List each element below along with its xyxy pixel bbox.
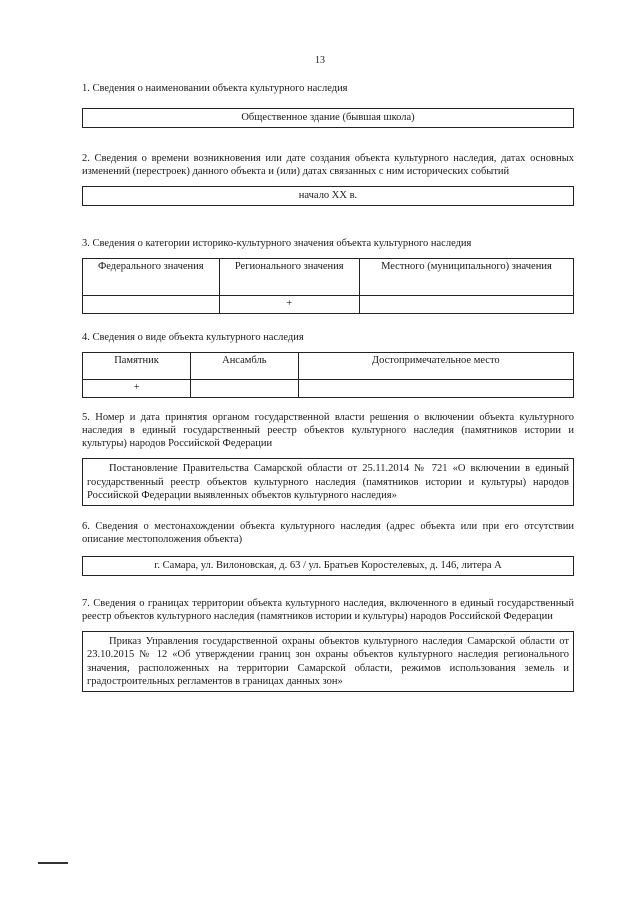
table-header-row [83, 353, 574, 380]
section-creation-date [82, 152, 574, 206]
margin-mark [38, 862, 68, 864]
cell-regional: + [219, 296, 359, 314]
section-object-name [82, 82, 574, 128]
creation-date-value: начало XX в. [82, 186, 574, 206]
registry-decision-value: Постановление Правительства Самарской области от 25.11.2014 № 721 «О включении в единый государственный реестр объектов культурного наследия (памятников истории и культуры) народов Российской Федерации выявленных объектов культурного наследия» [82, 458, 574, 505]
cell-ensemble [191, 380, 299, 398]
page-number: 13 [315, 55, 325, 66]
section-heading: 1. Сведения о наименовании объекта культурного наследия [82, 83, 348, 94]
section-significance-category [82, 237, 574, 314]
table-header-row [83, 259, 574, 296]
location-value: г. Самара, ул. Вилоновская, д. 63 / ул. Братьев Коростелевых, д. 146, литера А [82, 556, 574, 576]
territory-boundaries-value: Приказ Управления государственной охраны объектов культурного наследия Самарской области от 23.10.2015 № 12 «Об утверждении границ зон охраны объектов культурного наследия регионального значения, расположенных на территории Самарской области, режимов использования земель и градостроительных регламентов в границах данных зон» [82, 631, 574, 692]
column-header-federal: Федерального значения [83, 259, 220, 296]
section-territory-boundaries [82, 597, 574, 692]
cell-landmark [298, 380, 573, 398]
section-location [82, 520, 574, 576]
section-heading: 6. Сведения о местонахождении объекта культурного наследия (адрес объекта или при его отсутствии описание местоположения объекта) [82, 521, 574, 546]
section-heading: 5. Номер и дата принятия органом государственной власти решения о включении объекта культурного наследия в единый государственный реестр объектов культурного наследия (памятников истории и культуры) народов Российской Федерации [82, 412, 574, 450]
table-row [83, 296, 574, 314]
cell-local [359, 296, 573, 314]
section-object-type [82, 331, 574, 398]
cell-monument: + [83, 380, 191, 398]
column-header-regional: Регионального значения [219, 259, 359, 296]
section-heading: 7. Сведения о границах территории объекта культурного наследия, включенного в единый государственный реестр объектов культурного наследия (памятников истории и культуры) народов Российской Федерации [82, 598, 574, 623]
section-registry-decision [82, 411, 574, 506]
section-heading: 4. Сведения о виде объекта культурного наследия [82, 332, 304, 343]
section-heading: 3. Сведения о категории историко-культурного значения объекта культурного наследия [82, 238, 472, 249]
table-row [83, 380, 574, 398]
column-header-local: Местного (муниципального) значения [359, 259, 573, 296]
object-type-table [82, 352, 574, 398]
column-header-landmark: Достопримечательное место [298, 353, 573, 380]
section-heading: 2. Сведения о времени возникновения или дате создания объекта культурного наследия, датах основных изменений (перестроек) данного объекта и (или) датах связанных с ним исторических событий [82, 153, 574, 178]
significance-table [82, 258, 574, 314]
object-name-value: Общественное здание (бывшая школа) [82, 108, 574, 128]
cell-federal [83, 296, 220, 314]
column-header-monument: Памятник [83, 353, 191, 380]
column-header-ensemble: Ансамбль [191, 353, 299, 380]
